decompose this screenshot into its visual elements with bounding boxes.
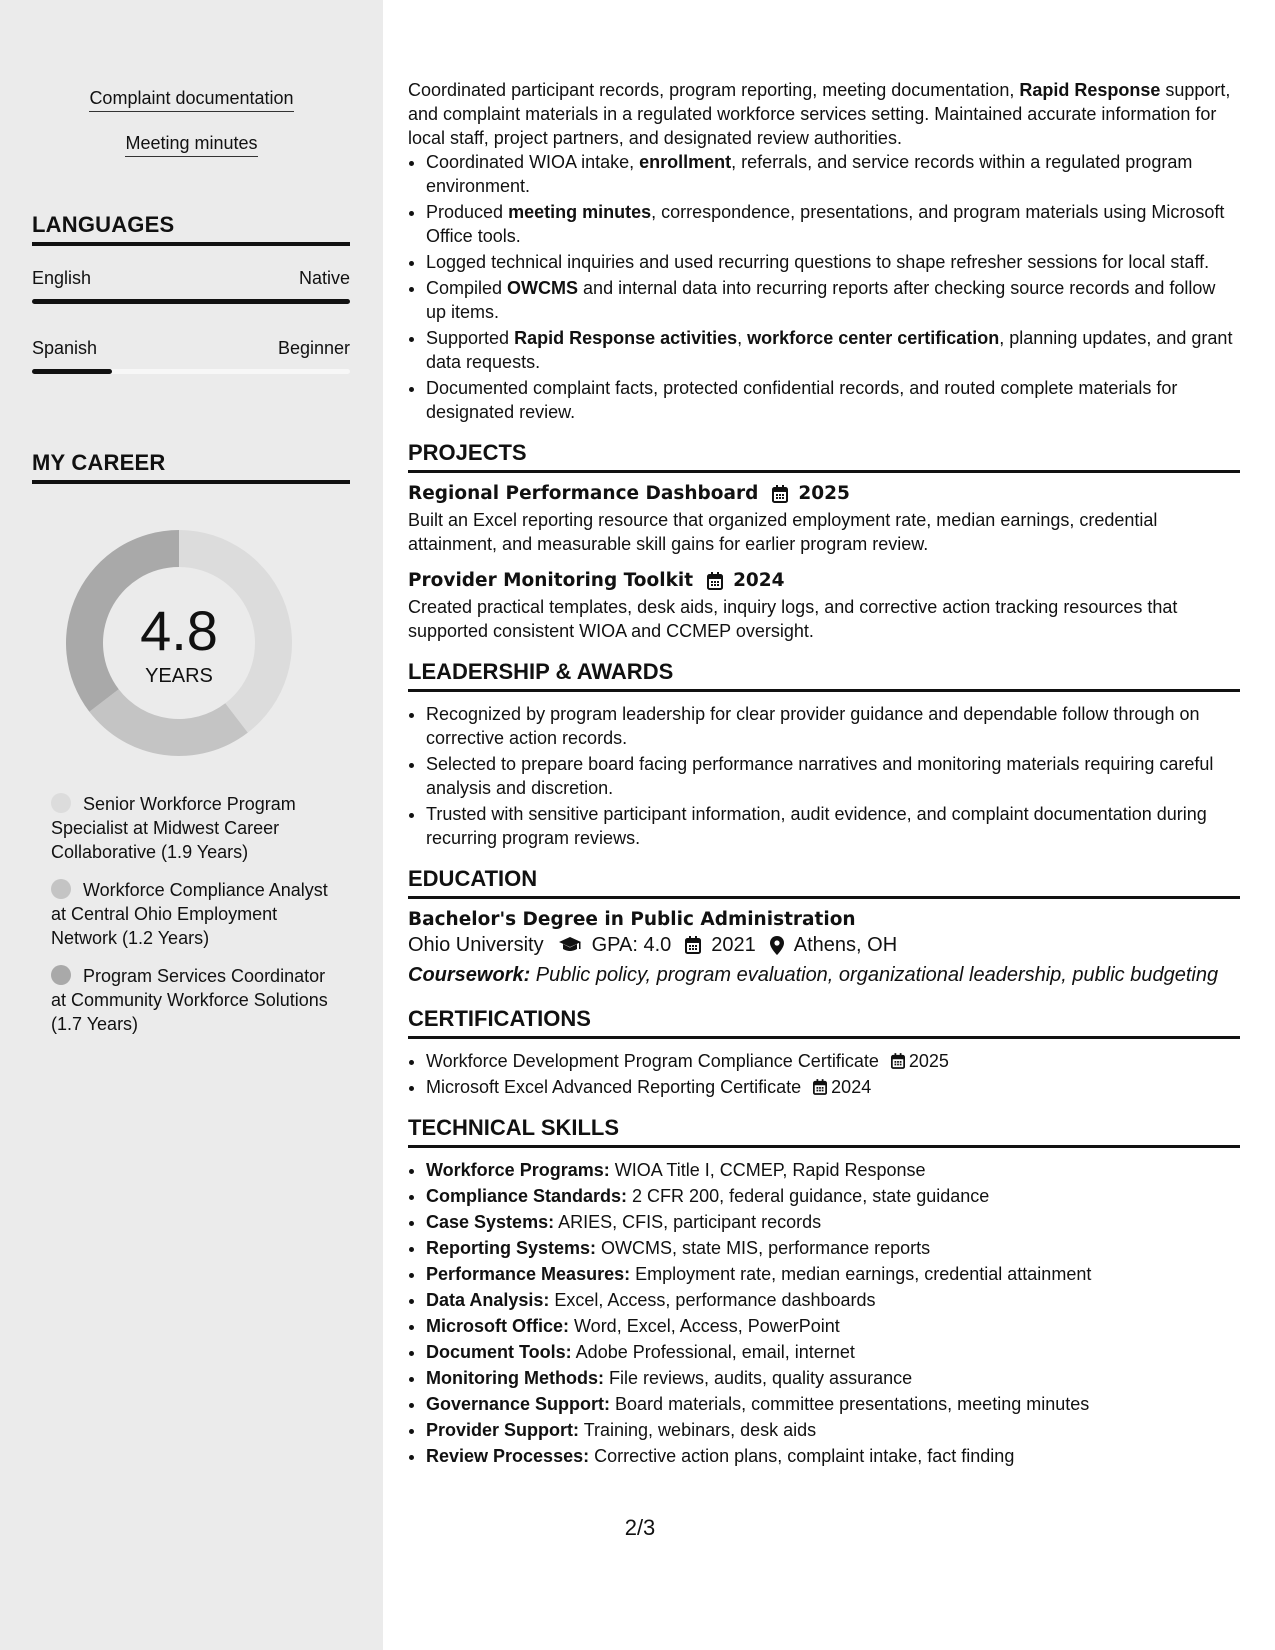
career-label: Program Services Coordinator at Community Workforce Solutions (1.7 Years) — [51, 966, 328, 1034]
language-bar — [32, 299, 350, 304]
gpa: GPA: 4.0 — [591, 934, 672, 956]
career-list-item — [51, 878, 341, 950]
career-list-item — [51, 792, 341, 864]
leadership-title: LEADERSHIP & AWARDS — [408, 659, 1240, 692]
education-meta — [408, 930, 1240, 960]
calendar-icon — [772, 485, 788, 503]
main-content — [408, 78, 1240, 1470]
skill-item: • Case Systems: ARIES, CFIS, participant records — [426, 1210, 1240, 1234]
project-title: Provider Monitoring Toolkit — [408, 570, 694, 591]
project-heading — [408, 570, 1240, 591]
career-list-item — [51, 964, 341, 1036]
career-label: Workforce Compliance Analyst at Central Ohio Employment Network (1.2 Years) — [51, 880, 328, 948]
education-title: EDUCATION — [408, 866, 1240, 899]
leadership-item: • Selected to prepare board facing performance narratives and monitoring materials requiring careful analysis and discretion. — [426, 752, 1240, 800]
language-level: Native — [298, 268, 350, 288]
skill-item: • Reporting Systems: OWCMS, state MIS, performance reports — [426, 1236, 1240, 1260]
skill-item: • Microsoft Office: Word, Excel, Access, PowerPoint — [426, 1314, 1240, 1338]
donut-segment — [89, 689, 247, 756]
experience-bullet: • Logged technical inquiries and used recurring questions to shape refresher sessions for local staff. — [426, 250, 1240, 274]
certifications-list — [408, 1049, 1240, 1099]
projects-title: PROJECTS — [408, 440, 1240, 473]
project-description: Created practical templates, desk aids, inquiry logs, and corrective action tracking resources that supported consistent WIOA and CCMEP oversight. — [408, 597, 1178, 641]
skill-item: • Compliance Standards: 2 CFR 200, federal guidance, state guidance — [426, 1184, 1240, 1208]
language-name: English — [32, 268, 92, 288]
skill-item: • Data Analysis: Excel, Access, performance dashboards — [426, 1288, 1240, 1312]
project-heading — [408, 483, 1240, 504]
experience-bullet: • Supported Rapid Response activities, workforce center certification, planning updates, and grant data requests. — [426, 326, 1240, 374]
experience-bullets — [408, 150, 1240, 424]
skill-item: • Provider Support: Training, webinars, desk aids — [426, 1418, 1240, 1442]
experience-bullet: • Documented complaint facts, protected confidential records, and routed complete materials for designated review. — [426, 376, 1240, 424]
experience-bullet: • Produced meeting minutes, correspondence, presentations, and program materials using Microsoft Office tools. — [426, 200, 1240, 248]
skills-list — [408, 1158, 1240, 1468]
calendar-icon — [707, 572, 723, 590]
skill-item: • Governance Support: Board materials, committee presentations, meeting minutes — [426, 1392, 1240, 1416]
tag-label: Meeting minutes — [125, 133, 257, 157]
calendar-icon — [685, 936, 701, 954]
skill-item: • Performance Measures: Employment rate, median earnings, credential attainment — [426, 1262, 1240, 1286]
sidebar — [0, 0, 383, 1650]
certification-item: • Microsoft Excel Advanced Reporting Certificate 2024 — [426, 1075, 1240, 1099]
project-title: Regional Performance Dashboard — [408, 483, 759, 504]
legend-dot — [51, 879, 71, 899]
career-total-value: 4.8 — [140, 599, 218, 662]
coursework: Coursework: Public policy, program evaluation, organizational leadership, public budgeting — [408, 964, 1219, 986]
language-row — [32, 268, 350, 289]
tag-label: Complaint documentation — [89, 88, 293, 112]
career-title: MY CAREER — [32, 450, 350, 484]
skills-title: TECHNICAL SKILLS — [408, 1115, 1240, 1148]
skill-item: • Review Processes: Corrective action plans, complaint intake, fact finding — [426, 1444, 1240, 1468]
summary-paragraph: Coordinated participant records, program reporting, meeting documentation, Rapid Response support, and complaint materials in a regulated workforce services setting. Maintained accurate information for local staff, project partners, and designated review authorities. — [408, 80, 1231, 148]
language-bar-fill — [32, 299, 350, 304]
graduation-year: 2021 — [711, 934, 756, 956]
tag-item — [0, 133, 383, 157]
language-bar — [32, 369, 350, 374]
certifications-title: CERTIFICATIONS — [408, 1006, 1240, 1039]
skill-item: • Monitoring Methods: File reviews, audits, quality assurance — [426, 1366, 1240, 1390]
language-bar-fill — [32, 369, 112, 374]
school-name: Ohio University — [408, 934, 544, 956]
skill-item: • Document Tools: Adobe Professional, email, internet — [426, 1340, 1240, 1364]
language-row — [32, 338, 350, 359]
leadership-item: • Recognized by program leadership for clear provider guidance and dependable follow through on corrective action records. — [426, 702, 1240, 750]
language-name: Spanish — [32, 338, 98, 358]
skill-item: • Workforce Programs: WIOA Title I, CCMEP, Rapid Response — [426, 1158, 1240, 1182]
experience-bullet: • Compiled OWCMS and internal data into recurring reports after checking source records and follow up items. — [426, 276, 1240, 324]
school-location: Athens, OH — [793, 934, 898, 956]
location-pin-icon — [770, 936, 784, 955]
languages-title: LANGUAGES — [32, 212, 350, 246]
calendar-icon — [891, 1053, 905, 1069]
career-total-unit: YEARS — [145, 665, 213, 687]
leadership-list — [408, 702, 1240, 850]
degree-title: Bachelor's Degree in Public Administration — [408, 909, 856, 930]
legend-dot — [51, 965, 71, 985]
page-number: 2/3 — [624, 1515, 656, 1540]
calendar-icon — [813, 1079, 827, 1095]
leadership-item: • Trusted with sensitive participant information, audit evidence, and complaint documentation during recurring program reviews. — [426, 802, 1240, 850]
career-label: Senior Workforce Program Specialist at Midwest Career Collaborative (1.9 Years) — [51, 794, 296, 862]
legend-dot — [51, 793, 71, 813]
experience-bullet: • Coordinated WIOA intake, enrollment, referrals, and service records within a regulated program environment. — [426, 150, 1240, 198]
graduation-cap-icon — [558, 936, 582, 954]
language-level: Beginner — [277, 338, 350, 358]
project-year: 2025 — [798, 483, 850, 504]
certification-item: • Workforce Development Program Compliance Certificate 2025 — [426, 1049, 1240, 1073]
project-year: 2024 — [733, 570, 785, 591]
tag-item — [0, 88, 383, 112]
project-description: Built an Excel reporting resource that organized employment rate, median earnings, credential attainment, and measurable skill gains for earlier program review. — [408, 510, 1158, 554]
